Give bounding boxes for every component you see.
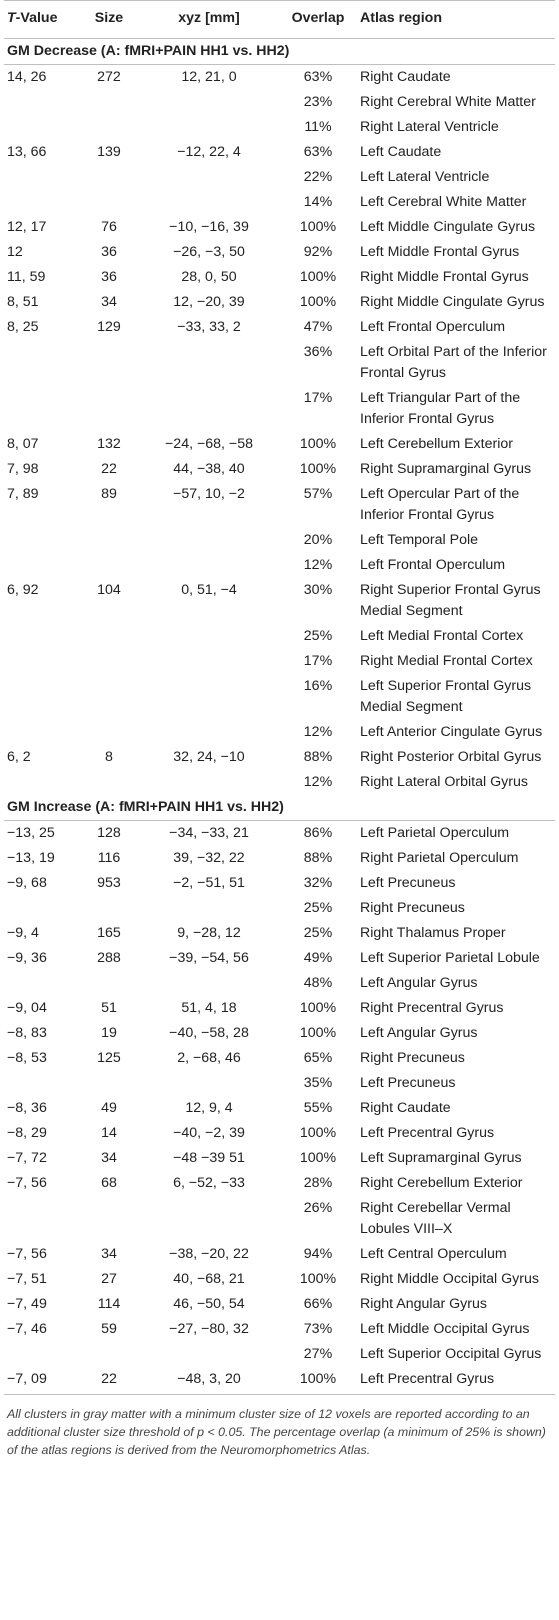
cell-atlas-region: Left Angular Gyrus xyxy=(360,1025,478,1041)
cell-overlap: 100% xyxy=(299,461,337,477)
cell-overlap: 25% xyxy=(303,900,333,916)
cell-size: 19 xyxy=(101,1025,117,1041)
cell-overlap: 63% xyxy=(303,144,333,160)
cell-overlap: 86% xyxy=(303,825,333,841)
cell-size xyxy=(84,649,134,674)
table-row xyxy=(4,165,555,190)
cell-t-value xyxy=(4,1071,84,1096)
cell-atlas-region: Right Cerebral White Matter xyxy=(360,94,536,110)
cell-overlap: 100% xyxy=(284,1367,352,1395)
cell-atlas-region: Left Frontal Operculum xyxy=(360,557,506,573)
cell-t-value: −9, 68 xyxy=(7,875,47,891)
cell-t-value xyxy=(4,674,84,720)
cell-atlas-region: Right Angular Gyrus xyxy=(360,1296,487,1312)
header-t-value xyxy=(4,1,84,39)
cell-xyz: −39, −54, 56 xyxy=(169,950,249,966)
cell-t-value xyxy=(4,720,84,745)
table-row xyxy=(4,90,555,115)
cell-t-value: −13, 25 xyxy=(7,825,55,841)
cell-overlap: 100% xyxy=(299,1025,337,1041)
cell-size xyxy=(84,624,134,649)
cell-atlas-region: Right Lateral Ventricle xyxy=(360,119,499,135)
cell-t-value: 8, 25 xyxy=(7,319,39,335)
cell-xyz xyxy=(134,624,284,649)
table-row xyxy=(4,1292,555,1317)
cell-overlap: 88% xyxy=(303,749,333,765)
table-row xyxy=(4,457,555,482)
table-row xyxy=(4,140,555,165)
cell-t-value xyxy=(4,190,84,215)
cell-t-value: 12, 17 xyxy=(7,219,47,235)
table-row xyxy=(4,770,555,795)
cell-t-value: −8, 29 xyxy=(7,1125,47,1141)
table-row xyxy=(4,1267,555,1292)
table-row xyxy=(4,1367,555,1395)
cell-overlap: 17% xyxy=(303,653,333,669)
cell-xyz: −27, −80, 32 xyxy=(169,1321,249,1337)
header-overlap: Overlap xyxy=(284,1,352,39)
cell-atlas-region: Right Middle Frontal Gyrus xyxy=(360,269,529,285)
table-row xyxy=(4,1096,555,1121)
cell-xyz xyxy=(134,1196,284,1242)
cell-t-value xyxy=(4,1196,84,1242)
cell-atlas-region: Left Middle Frontal Gyrus xyxy=(360,244,520,260)
table-row xyxy=(4,265,555,290)
cell-size: 116 xyxy=(97,850,121,866)
cell-xyz: 39, −32, 22 xyxy=(173,850,245,866)
cell-xyz: 32, 24, −10 xyxy=(173,749,245,765)
cell-overlap: 55% xyxy=(303,1100,333,1116)
cell-size: 165 xyxy=(97,925,121,941)
cell-xyz xyxy=(134,770,284,795)
cell-size: 128 xyxy=(97,825,121,841)
header-t-prefix: T xyxy=(7,10,16,26)
table-row xyxy=(4,1021,555,1046)
cell-size xyxy=(84,165,134,190)
cell-t-value: 7, 98 xyxy=(7,461,39,477)
table-row xyxy=(4,553,555,578)
table-row xyxy=(4,1317,555,1342)
cell-overlap: 100% xyxy=(299,294,337,310)
cell-atlas-region: Left Precentral Gyrus xyxy=(352,1367,555,1395)
cell-xyz xyxy=(134,190,284,215)
table-row xyxy=(4,1242,555,1267)
cell-t-value: −7, 09 xyxy=(4,1367,84,1395)
cell-atlas-region: Right Precuneus xyxy=(360,1050,465,1066)
results-table xyxy=(4,0,555,1395)
cell-overlap: 47% xyxy=(303,319,333,335)
table-row xyxy=(4,115,555,140)
cell-overlap: 92% xyxy=(303,244,333,260)
table-row xyxy=(4,871,555,896)
cell-overlap: 25% xyxy=(303,925,333,941)
cell-size: 125 xyxy=(97,1050,121,1066)
section-header-row xyxy=(4,39,555,65)
cell-size: 139 xyxy=(97,144,121,160)
table-row xyxy=(4,290,555,315)
cell-t-value: −8, 36 xyxy=(7,1100,47,1116)
cell-overlap: 49% xyxy=(303,950,333,966)
cell-atlas-region: Left Triangular Part of the Inferior Frontal Gyrus xyxy=(360,390,521,427)
cell-atlas-region: Left Superior Frontal Gyrus Medial Segment xyxy=(360,678,532,715)
cell-size: 76 xyxy=(101,219,117,235)
table-row xyxy=(4,971,555,996)
cell-xyz xyxy=(134,165,284,190)
table-row xyxy=(4,386,555,432)
cell-t-value: −7, 56 xyxy=(7,1175,47,1191)
cell-t-value: −7, 51 xyxy=(7,1271,47,1287)
cell-size: 953 xyxy=(97,875,121,891)
cell-t-value: −9, 4 xyxy=(7,925,39,941)
cell-t-value xyxy=(4,1342,84,1367)
cell-overlap: 17% xyxy=(303,390,333,406)
cell-atlas-region: Left Caudate xyxy=(360,144,442,160)
cell-atlas-region: Left Parietal Operculum xyxy=(360,825,510,841)
table-row xyxy=(4,215,555,240)
cell-xyz: 28, 0, 50 xyxy=(181,269,237,285)
cell-xyz xyxy=(134,1071,284,1096)
cell-xyz: 12, 21, 0 xyxy=(181,69,237,85)
cell-xyz: −40, −58, 28 xyxy=(169,1025,249,1041)
cell-overlap: 100% xyxy=(299,436,337,452)
cell-xyz: −48 −39 51 xyxy=(173,1150,245,1166)
table-row xyxy=(4,624,555,649)
cell-atlas-region: Right Caudate xyxy=(360,69,451,85)
cell-xyz: −34, −33, 21 xyxy=(169,825,249,841)
cell-xyz xyxy=(134,340,284,386)
cell-t-value xyxy=(4,340,84,386)
cell-overlap: 23% xyxy=(303,94,333,110)
cell-size: 51 xyxy=(101,1000,117,1016)
section-header-row xyxy=(4,795,555,821)
cell-atlas-region: Right Parietal Operculum xyxy=(360,850,519,866)
cell-size xyxy=(84,770,134,795)
table-row xyxy=(4,1196,555,1242)
cell-overlap: 28% xyxy=(303,1175,333,1191)
cell-xyz xyxy=(134,896,284,921)
cell-size: 288 xyxy=(97,950,121,966)
cell-size: 272 xyxy=(97,69,121,85)
cell-atlas-region: Left Supramarginal Gyrus xyxy=(360,1150,522,1166)
cell-overlap: 35% xyxy=(303,1075,333,1091)
cell-atlas-region: Left Superior Occipital Gyrus xyxy=(360,1346,542,1362)
cell-size xyxy=(84,528,134,553)
cell-t-value xyxy=(4,624,84,649)
cell-size: 49 xyxy=(101,1100,117,1116)
cell-t-value xyxy=(4,896,84,921)
cell-atlas-region: Left Superior Parietal Lobule xyxy=(360,950,540,966)
cell-atlas-region: Left Central Operculum xyxy=(360,1246,507,1262)
cell-size xyxy=(84,386,134,432)
cell-size xyxy=(84,896,134,921)
cell-atlas-region: Right Supramarginal Gyrus xyxy=(360,461,532,477)
table-footnote: All clusters in gray matter with a minimum cluster size of 12 voxels are reported according to an additional cluster size threshold of p < 0.05. The percentage overlap (a minimum of 25% is shown) of the atlas regions is derived from the Neuromorphometrics Atlas. xyxy=(7,1407,546,1457)
cell-t-value: 11, 59 xyxy=(7,269,46,285)
cell-atlas-region: Right Middle Cingulate Gyrus xyxy=(360,294,545,310)
cell-overlap: 22% xyxy=(303,169,333,185)
table-row xyxy=(4,720,555,745)
cell-t-value: −8, 83 xyxy=(7,1025,47,1041)
cell-xyz: 46, −50, 54 xyxy=(173,1296,245,1312)
cell-xyz xyxy=(134,1342,284,1367)
cell-atlas-region: Left Opercular Part of the Inferior Frontal Gyrus xyxy=(360,486,520,523)
cell-xyz: 9, −28, 12 xyxy=(177,925,241,941)
cell-t-value xyxy=(4,770,84,795)
cell-size: 68 xyxy=(101,1175,117,1191)
table-row xyxy=(4,1171,555,1196)
cell-t-value: −7, 46 xyxy=(7,1321,47,1337)
table-row xyxy=(4,1121,555,1146)
cell-atlas-region: Right Medial Frontal Cortex xyxy=(360,653,533,669)
cell-size: 22 xyxy=(84,1367,134,1395)
cell-xyz: 51, 4, 18 xyxy=(181,1000,237,1016)
cell-atlas-region: Left Middle Occipital Gyrus xyxy=(360,1321,530,1337)
table-row xyxy=(4,1146,555,1171)
cell-t-value: 13, 66 xyxy=(7,144,47,160)
header-atlas-region: Atlas region xyxy=(352,1,555,39)
cell-xyz xyxy=(134,553,284,578)
cell-size: 34 xyxy=(101,294,117,310)
cell-size: 36 xyxy=(101,244,117,260)
cell-t-value: 7, 89 xyxy=(7,486,39,502)
cell-overlap: 66% xyxy=(303,1296,333,1312)
table-row xyxy=(4,240,555,265)
cell-atlas-region: Right Superior Frontal Gyrus Medial Segment xyxy=(360,582,541,619)
cell-overlap: 26% xyxy=(303,1200,333,1216)
cell-overlap: 100% xyxy=(299,1150,337,1166)
cell-overlap: 16% xyxy=(303,678,333,694)
cell-t-value xyxy=(4,386,84,432)
cell-overlap: 12% xyxy=(303,774,333,790)
header-size: Size xyxy=(84,1,134,39)
table-row xyxy=(4,896,555,921)
cell-size: 34 xyxy=(101,1150,117,1166)
cell-atlas-region: Right Middle Occipital Gyrus xyxy=(360,1271,539,1287)
cell-size xyxy=(84,190,134,215)
table-row xyxy=(4,1071,555,1096)
cell-overlap: 73% xyxy=(303,1321,333,1337)
cell-size: 104 xyxy=(97,582,121,598)
table-header xyxy=(4,1,555,39)
section-title: GM Increase (A: fMRI+PAIN HH1 vs. HH2) xyxy=(4,795,555,821)
cell-xyz: −33, 33, 2 xyxy=(177,319,241,335)
cell-overlap: 48% xyxy=(303,975,333,991)
cell-xyz: 40, −68, 21 xyxy=(173,1271,245,1287)
cell-atlas-region: Left Cerebral White Matter xyxy=(360,194,527,210)
cell-overlap: 100% xyxy=(299,269,337,285)
table-row xyxy=(4,745,555,770)
header-t-suffix: -Value xyxy=(15,10,58,26)
cell-xyz: −26, −3, 50 xyxy=(173,244,245,260)
cell-overlap: 100% xyxy=(299,1000,337,1016)
cell-xyz: −12, 22, 4 xyxy=(177,144,241,160)
table-body xyxy=(4,39,555,1395)
cell-t-value: −7, 72 xyxy=(7,1150,47,1166)
cell-xyz: −10, −16, 39 xyxy=(169,219,249,235)
cell-xyz xyxy=(134,674,284,720)
cell-size xyxy=(84,90,134,115)
cell-xyz xyxy=(134,528,284,553)
cell-size: 8 xyxy=(105,749,113,765)
cell-t-value: −8, 53 xyxy=(7,1050,47,1066)
cell-atlas-region: Left Orbital Part of the Inferior Frontal Gyrus xyxy=(360,344,547,381)
cell-size xyxy=(84,553,134,578)
cell-t-value: −7, 49 xyxy=(7,1296,47,1312)
table-row xyxy=(4,674,555,720)
cell-t-value xyxy=(4,553,84,578)
cell-size: 114 xyxy=(97,1296,121,1312)
table-row xyxy=(4,432,555,457)
cell-size: 89 xyxy=(101,486,117,502)
cell-size: 14 xyxy=(101,1125,117,1141)
cell-xyz: −38, −20, 22 xyxy=(169,1246,249,1262)
cell-atlas-region: Left Cerebellum Exterior xyxy=(360,436,513,452)
cell-overlap: 63% xyxy=(303,69,333,85)
header-xyz: xyz [mm] xyxy=(134,1,284,39)
cell-overlap: 100% xyxy=(299,1125,337,1141)
cell-size: 22 xyxy=(101,461,117,477)
section-title: GM Decrease (A: fMRI+PAIN HH1 vs. HH2) xyxy=(4,39,555,65)
cell-t-value: 6, 2 xyxy=(7,749,31,765)
cell-size: 34 xyxy=(101,1246,117,1262)
cell-t-value: 8, 51 xyxy=(7,294,39,310)
cell-t-value xyxy=(4,649,84,674)
cell-t-value xyxy=(4,115,84,140)
table-row xyxy=(4,821,555,847)
cell-t-value: −9, 04 xyxy=(7,1000,47,1016)
cell-xyz: −48, 3, 20 xyxy=(134,1367,284,1395)
cell-xyz: −40, −2, 39 xyxy=(173,1125,245,1141)
table-row xyxy=(4,846,555,871)
cell-overlap: 36% xyxy=(303,344,333,360)
cell-overlap: 20% xyxy=(303,532,333,548)
cell-xyz: −57, 10, −2 xyxy=(173,486,245,502)
cell-overlap: 100% xyxy=(299,219,337,235)
cell-t-value: −13, 19 xyxy=(7,850,55,866)
cell-size xyxy=(84,115,134,140)
cell-xyz: 12, 9, 4 xyxy=(185,1100,233,1116)
cell-t-value: 12 xyxy=(7,244,23,260)
cell-overlap: 25% xyxy=(303,628,333,644)
cell-overlap: 88% xyxy=(303,850,333,866)
cell-xyz xyxy=(134,90,284,115)
cell-atlas-region: Left Anterior Cingulate Gyrus xyxy=(360,724,543,740)
cell-t-value xyxy=(4,528,84,553)
cell-atlas-region: Left Medial Frontal Cortex xyxy=(360,628,524,644)
table-row xyxy=(4,921,555,946)
table-row xyxy=(4,190,555,215)
cell-overlap: 14% xyxy=(303,194,333,210)
cell-xyz xyxy=(134,386,284,432)
cell-xyz xyxy=(134,971,284,996)
cell-t-value xyxy=(4,165,84,190)
table-row xyxy=(4,649,555,674)
cell-t-value: 8, 07 xyxy=(7,436,39,452)
cell-size xyxy=(84,971,134,996)
table-row xyxy=(4,315,555,340)
table-row xyxy=(4,528,555,553)
cell-size xyxy=(84,1071,134,1096)
cell-xyz: 0, 51, −4 xyxy=(181,582,237,598)
cell-size xyxy=(84,1196,134,1242)
cell-xyz: 44, −38, 40 xyxy=(173,461,245,477)
cell-xyz xyxy=(134,115,284,140)
table-row xyxy=(4,482,555,528)
cell-overlap: 27% xyxy=(303,1346,333,1362)
cell-xyz: −2, −51, 51 xyxy=(173,875,245,891)
cell-xyz: −24, −68, −58 xyxy=(165,436,253,452)
cell-overlap: 32% xyxy=(303,875,333,891)
cell-xyz xyxy=(134,720,284,745)
cell-overlap: 65% xyxy=(303,1050,333,1066)
cell-t-value: 6, 92 xyxy=(7,582,39,598)
cell-overlap: 12% xyxy=(303,724,333,740)
cell-atlas-region: Right Thalamus Proper xyxy=(360,925,506,941)
cell-overlap: 30% xyxy=(303,582,333,598)
cell-size xyxy=(84,340,134,386)
cell-t-value: 14, 26 xyxy=(7,69,47,85)
cell-atlas-region: Right Cerebellar Vermal Lobules VIII–X xyxy=(360,1200,511,1237)
table-row xyxy=(4,1046,555,1071)
cell-size: 59 xyxy=(101,1321,117,1337)
cell-size xyxy=(84,1342,134,1367)
table-row xyxy=(4,946,555,971)
cell-atlas-region: Left Precuneus xyxy=(360,1075,456,1091)
cell-atlas-region: Left Middle Cingulate Gyrus xyxy=(360,219,536,235)
cell-atlas-region: Left Lateral Ventricle xyxy=(360,169,490,185)
cell-atlas-region: Left Precentral Gyrus xyxy=(360,1125,495,1141)
table-row xyxy=(4,340,555,386)
cell-size xyxy=(84,674,134,720)
cell-size: 129 xyxy=(97,319,121,335)
table-row xyxy=(4,65,555,91)
cell-atlas-region: Left Precuneus xyxy=(360,875,456,891)
cell-xyz xyxy=(134,649,284,674)
cell-atlas-region: Right Caudate xyxy=(360,1100,451,1116)
cell-t-value xyxy=(4,971,84,996)
table-row xyxy=(4,996,555,1021)
cell-t-value xyxy=(4,90,84,115)
cell-overlap: 11% xyxy=(304,119,332,135)
cell-size: 132 xyxy=(97,436,121,452)
cell-atlas-region: Right Cerebellum Exterior xyxy=(360,1175,523,1191)
cell-xyz: 2, −68, 46 xyxy=(177,1050,241,1066)
cell-overlap: 100% xyxy=(299,1271,337,1287)
cell-t-value: −7, 56 xyxy=(7,1246,47,1262)
cell-atlas-region: Right Posterior Orbital Gyrus xyxy=(360,749,542,765)
cell-t-value: −9, 36 xyxy=(7,950,47,966)
cell-atlas-region: Right Precuneus xyxy=(360,900,465,916)
cell-overlap: 57% xyxy=(303,486,333,502)
cell-xyz: 12, −20, 39 xyxy=(173,294,245,310)
cell-overlap: 94% xyxy=(303,1246,333,1262)
table-row xyxy=(4,1342,555,1367)
cell-xyz: 6, −52, −33 xyxy=(173,1175,245,1191)
cell-size: 27 xyxy=(101,1271,117,1287)
cell-size: 36 xyxy=(101,269,117,285)
table-row xyxy=(4,578,555,624)
cell-overlap: 12% xyxy=(303,557,333,573)
cell-atlas-region: Right Lateral Orbital Gyrus xyxy=(360,774,528,790)
cell-size xyxy=(84,720,134,745)
cell-atlas-region: Left Angular Gyrus xyxy=(360,975,478,991)
cell-atlas-region: Right Precentral Gyrus xyxy=(360,1000,504,1016)
cell-atlas-region: Left Frontal Operculum xyxy=(360,319,506,335)
cell-atlas-region: Left Temporal Pole xyxy=(360,532,479,548)
